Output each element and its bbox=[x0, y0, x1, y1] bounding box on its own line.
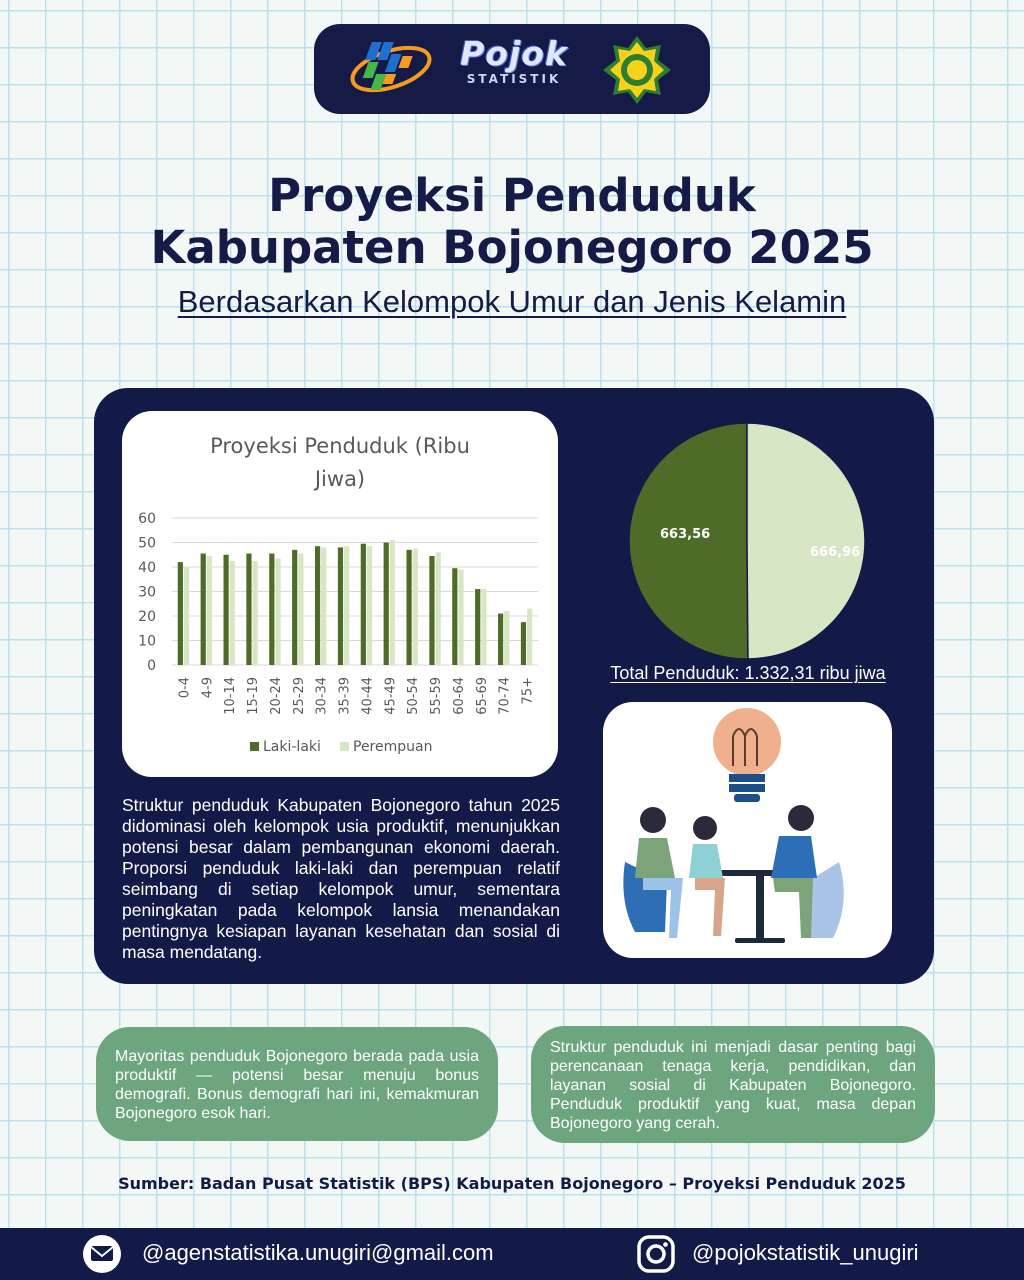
bar-chart bbox=[122, 411, 558, 777]
highlight-box-left bbox=[96, 1027, 498, 1141]
x-tick-label: 10-14 bbox=[223, 677, 239, 715]
x-tick-label: 65-69 bbox=[474, 677, 490, 715]
x-tick-label: 60-64 bbox=[451, 677, 467, 715]
discussion-illustration bbox=[603, 702, 892, 958]
y-tick-label: 30 bbox=[138, 584, 156, 601]
legend-label-perempuan: Perempuan bbox=[353, 739, 433, 755]
legend-label-laki: Laki-laki bbox=[263, 739, 321, 755]
pojok-statistik-logo bbox=[454, 36, 574, 86]
chart-bars bbox=[178, 540, 533, 665]
bar-perempuan bbox=[298, 554, 303, 665]
x-tick-label: 0-4 bbox=[177, 677, 193, 699]
x-tick-label: 40-44 bbox=[360, 677, 376, 715]
email-link[interactable]: @agenstatistika.unugiri@gmail.com bbox=[142, 1240, 494, 1265]
x-tick-label: 30-34 bbox=[314, 677, 330, 715]
y-tick-label: 20 bbox=[138, 609, 156, 625]
chart-title-line-1: Proyeksi Penduduk (Ribu bbox=[210, 434, 470, 458]
instagram-link[interactable]: @pojokstatistik_unugiri bbox=[692, 1240, 919, 1265]
logo-bar bbox=[314, 24, 710, 114]
description-text: Struktur penduduk Kabupaten Bojonegoro tahun 2025 didominasi oleh kelompok usia produktif, menunjukkan potensi besar dalam pembangunan ekonomi daerah. Proporsi penduduk laki-laki dan perempuan relatif seimbang di setiap kelompok umur, sementara peningkatan pada kelompok lansia menandakan pentingnya kesiapan layanan kesehatan dan sosial di masa mendatang. bbox=[122, 795, 560, 962]
total-population-label: Total Penduduk: 1.332,31 ribu jiwa bbox=[610, 663, 886, 683]
bar-perempuan bbox=[253, 561, 258, 665]
pie-label-laki: 663,56 bbox=[660, 527, 711, 542]
y-tick-label: 50 bbox=[138, 535, 156, 552]
bar-perempuan bbox=[275, 558, 280, 665]
legend-swatch-laki bbox=[250, 742, 259, 751]
x-tick-label: 45-49 bbox=[383, 677, 399, 715]
bar-laki-laki bbox=[452, 568, 457, 665]
bar-perempuan bbox=[321, 547, 326, 665]
bar-laki-laki bbox=[292, 550, 297, 665]
chart-x-labels bbox=[177, 677, 535, 715]
pie-label-perempuan: 666,96 bbox=[810, 545, 861, 560]
bar-perempuan bbox=[458, 569, 463, 665]
bar-laki-laki bbox=[498, 614, 503, 665]
x-tick-label: 75+ bbox=[520, 677, 536, 705]
illustration-card bbox=[603, 702, 892, 958]
x-tick-label: 25-29 bbox=[291, 677, 307, 715]
title-line-2: Kabupaten Bojonegoro 2025 bbox=[150, 221, 874, 274]
bar-laki-laki bbox=[315, 546, 320, 665]
bar-perempuan bbox=[367, 546, 372, 665]
bar-perempuan bbox=[344, 546, 349, 665]
bar-perempuan bbox=[390, 540, 395, 665]
page-title bbox=[0, 170, 1024, 274]
x-tick-label: 35-39 bbox=[337, 677, 353, 715]
highlight-text-right: Struktur penduduk ini menjadi dasar penting bagi perencanaan tenaga kerja, pendidikan, dan layanan sosial di Kabupaten Bojonegoro. Penduduk produktif yang kuat, masa depan Bojonegoro yang cerah. bbox=[550, 1039, 916, 1132]
x-tick-label: 55-59 bbox=[429, 677, 445, 715]
bar-laki-laki bbox=[201, 554, 206, 665]
highlight-box-right bbox=[531, 1026, 935, 1143]
legend-swatch-perempuan bbox=[340, 742, 349, 751]
page-subtitle: Berdasarkan Kelompok Umur dan Jenis Kelamin bbox=[177, 284, 847, 319]
envelope-icon[interactable] bbox=[82, 1234, 122, 1274]
y-tick-label: 0 bbox=[147, 658, 156, 674]
pie-slice-perempuan bbox=[747, 423, 865, 659]
bar-laki-laki bbox=[475, 589, 480, 665]
highlight-text-left: Mayoritas penduduk Bojonegoro berada pada usia produktif — potensi besar menuju bonus demografi. Bonus demografi hari ini, kemakmuran Bojonegoro esok hari. bbox=[115, 1048, 479, 1122]
bar-laki-laki bbox=[178, 562, 183, 665]
bar-laki-laki bbox=[429, 556, 434, 665]
title-line-1: Proyeksi Penduduk bbox=[268, 169, 756, 222]
logo-name: Pojok bbox=[460, 34, 568, 73]
bar-perempuan bbox=[436, 552, 441, 665]
people-table-icon bbox=[623, 805, 843, 943]
source-citation: Sumber: Badan Pusat Statistik (BPS) Kabupaten Bojonegoro – Proyeksi Penduduk 2025 bbox=[118, 1174, 906, 1193]
x-tick-label: 50-54 bbox=[406, 677, 422, 715]
x-tick-label: 70-74 bbox=[497, 677, 513, 715]
chart-title-line-2: Jiwa) bbox=[314, 467, 366, 491]
instagram-icon[interactable] bbox=[636, 1234, 676, 1274]
bps-logo-icon bbox=[348, 36, 434, 102]
bar-laki-laki bbox=[384, 543, 389, 666]
x-tick-label: 20-24 bbox=[268, 677, 284, 715]
pie-chart bbox=[620, 418, 874, 664]
bar-perempuan bbox=[504, 611, 509, 665]
chart-title bbox=[210, 434, 470, 491]
bar-laki-laki bbox=[223, 555, 228, 665]
bar-perempuan bbox=[207, 556, 212, 665]
y-tick-label: 60 bbox=[138, 511, 156, 527]
bar-laki-laki bbox=[361, 544, 366, 665]
bar-laki-laki bbox=[269, 554, 274, 665]
y-tick-label: 10 bbox=[138, 633, 156, 650]
logo-sub: STATISTIK bbox=[466, 72, 562, 86]
bar-perempuan bbox=[527, 609, 532, 665]
bar-laki-laki bbox=[338, 547, 343, 665]
lightbulb-icon bbox=[713, 708, 781, 802]
bar-perempuan bbox=[230, 561, 235, 665]
bar-laki-laki bbox=[521, 622, 526, 665]
bar-chart-card bbox=[122, 411, 558, 777]
bar-laki-laki bbox=[246, 554, 251, 665]
bar-perempuan bbox=[413, 549, 418, 665]
x-tick-label: 15-19 bbox=[246, 677, 262, 715]
x-tick-label: 4-9 bbox=[200, 677, 216, 699]
chart-legend bbox=[250, 739, 432, 755]
unugiri-emblem-icon bbox=[600, 34, 674, 106]
bar-perempuan bbox=[184, 567, 189, 665]
bar-laki-laki bbox=[406, 550, 411, 665]
y-tick-label: 40 bbox=[138, 560, 156, 576]
bar-perempuan bbox=[481, 589, 486, 665]
